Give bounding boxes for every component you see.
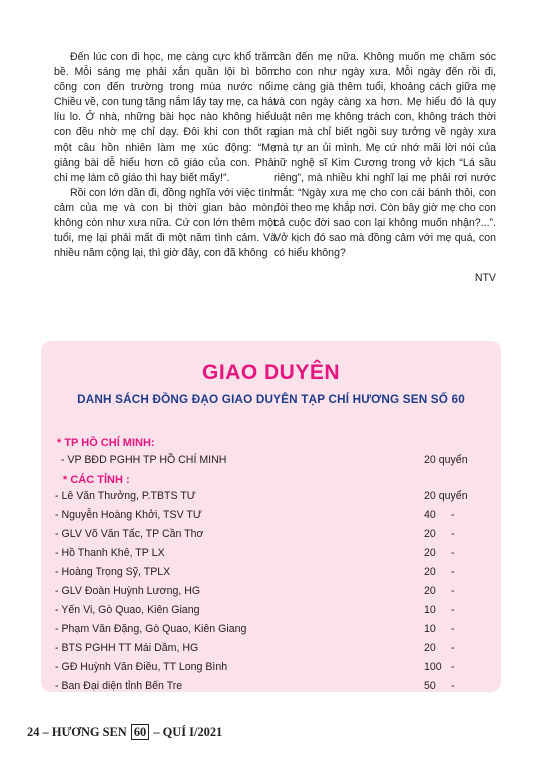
donor-name: - GLV Võ Văn Tấc, TP Cần Thơ — [55, 528, 204, 540]
issue-number-box: 60 — [131, 724, 149, 740]
donor-unit: - — [451, 509, 455, 521]
donor-quantity: 50 — [424, 680, 436, 692]
footer-dash: – — [153, 725, 160, 739]
donor-name: - Hoàng Trọng Sỹ, TPLX — [55, 566, 171, 578]
donor-row — [55, 582, 487, 600]
donor-name: - Yến Vi, Gò Quao, Kiên Giang — [55, 604, 200, 616]
donor-quantity: 20 — [424, 547, 436, 559]
donor-name: - VP BĐD PGHH TP HỒ CHÍ MINH — [61, 454, 227, 466]
donor-name: - Phạm Văn Đặng, Gò Quao, Kiên Giang — [55, 623, 247, 635]
magazine-name: HƯƠNG SEN — [51, 725, 127, 739]
page-number: 24 — [27, 725, 40, 739]
donor-unit: - — [451, 528, 455, 540]
issue-quarter: QUÍ I/2021 — [162, 725, 223, 739]
donor-quantity: 20 — [424, 528, 436, 540]
section-heading-hcm: * TP HỒ CHÍ MINH: — [57, 437, 155, 449]
footer-dash: – — [42, 725, 49, 739]
donor-row — [55, 658, 487, 676]
donor-row — [55, 677, 487, 695]
donor-row — [55, 544, 487, 562]
donor-row — [55, 451, 487, 469]
article-paragraph: cần đến mẹ nữa. Không muốn mẹ chăm sóc cho con như ngày xưa. Mỗi ngày đến rồi đi, mẹ càng già thêm tuổi, khoảng cách giữa mẹ và con ngày càng xa hơn. Mẹ hiểu đó là quy luật nên mẹ không trách con, không trách thời gian mà chỉ biết ngồi suy tưởng về ngày xưa mà tự an ủi mình. Mẹ cứ nhớ mãi lời nói của nữ nghệ sĩ Kim Cương trong vở kịch “Lá sầu riêng”, mà nhiều khi nghĩ lại mẹ phải rơi nước mắt: “Ngày xưa mẹ cho con cái bánh thôi, con đòi theo mẹ khắp nơi. Còn bây giờ mẹ cho con cả cuộc đời sao con lại không muốn nhận?...”. Vở kịch đó sao mà đồng cảm với mẹ quá, con có hiểu không? — [274, 51, 496, 260]
donor-row — [55, 487, 487, 505]
section-heading-provinces: * CÁC TỈNH : — [63, 474, 130, 486]
donor-quantity: 20 — [424, 585, 436, 597]
donor-quantity: 20 quyển — [424, 454, 468, 466]
donor-quantity: 20 — [424, 642, 436, 654]
donor-name: - BTS PGHH TT Mái Dầm, HG — [55, 642, 199, 654]
article-column-left — [54, 50, 276, 261]
donor-quantity: 10 — [424, 604, 436, 616]
donor-name: - Ban Đại diện tỉnh Bến Tre — [55, 680, 183, 692]
donor-name: - GĐ Huỳnh Văn Điều, TT Long Bình — [55, 661, 228, 673]
article-paragraph: Rồi con lớn dần đi, đồng nghĩa với việc tình cảm của mẹ và con bị thời gian bào mòn, không còn như xưa nữa. Cứ con lớn thêm một tuổi, mẹ lại phải mất đi một năm tình cảm. Và nhiều năm cộng lại, thì giờ đây, con đã không — [54, 186, 276, 260]
page-footer — [27, 724, 222, 740]
box-title: GIAO DUYÊN — [201, 361, 340, 384]
donor-unit: - — [451, 566, 455, 578]
donor-quantity: 10 — [424, 623, 436, 635]
donor-unit: - — [451, 604, 455, 616]
donor-name: - GLV Đoàn Huỳnh Lương, HG — [55, 585, 201, 597]
donor-unit: - — [451, 623, 455, 635]
donor-quantity: 20 quyển — [424, 490, 468, 502]
donor-row — [55, 601, 487, 619]
donor-name: - Nguyễn Hoàng Khởi, TSV TƯ — [55, 509, 202, 521]
giao-duyen-box — [41, 341, 501, 692]
donor-row — [55, 506, 487, 524]
donor-unit: - — [451, 585, 455, 597]
donor-unit: - — [451, 547, 455, 559]
donor-row — [55, 620, 487, 638]
donor-quantity: 100 — [424, 661, 442, 673]
article-signature: NTV — [474, 272, 496, 285]
article-column-right — [274, 50, 496, 286]
donor-quantity: 20 — [424, 566, 436, 578]
donor-unit: - — [451, 642, 455, 654]
donor-name: - Lê Văn Thưởng, P.TBTS TƯ — [55, 490, 196, 502]
donor-row — [55, 563, 487, 581]
article-paragraph: Đến lúc con đi học, mẹ càng cực khổ trăm bề. Mỗi sáng mẹ phải xắn quần lội bì bõm cõng con đến trường trong mùa nước nổi. Chiều về, con tung tăng nắm lấy tay mẹ, ca hát líu lo. Ở nhà, những bài học nào không hiểu con đều nhờ mẹ chỉ dạy. Đôi khi con thốt ra một câu hồn nhiên làm mẹ xúc động: “Mẹ giảng bài dễ hiểu hơn cô giáo của con. Phải chi mẹ làm cô giáo thì hay biết mấy!”. — [54, 51, 276, 184]
donor-name: - Hồ Thanh Khê, TP LX — [55, 547, 165, 559]
donor-unit: - — [451, 661, 455, 673]
donor-row — [55, 639, 487, 657]
box-subtitle: DANH SÁCH ĐỒNG ĐẠO GIAO DUYÊN TẠP CHÍ HƯƠNG SEN SỐ 60 — [77, 392, 465, 406]
donor-unit: - — [451, 680, 455, 692]
donor-row — [55, 525, 487, 543]
donor-quantity: 40 — [424, 509, 436, 521]
